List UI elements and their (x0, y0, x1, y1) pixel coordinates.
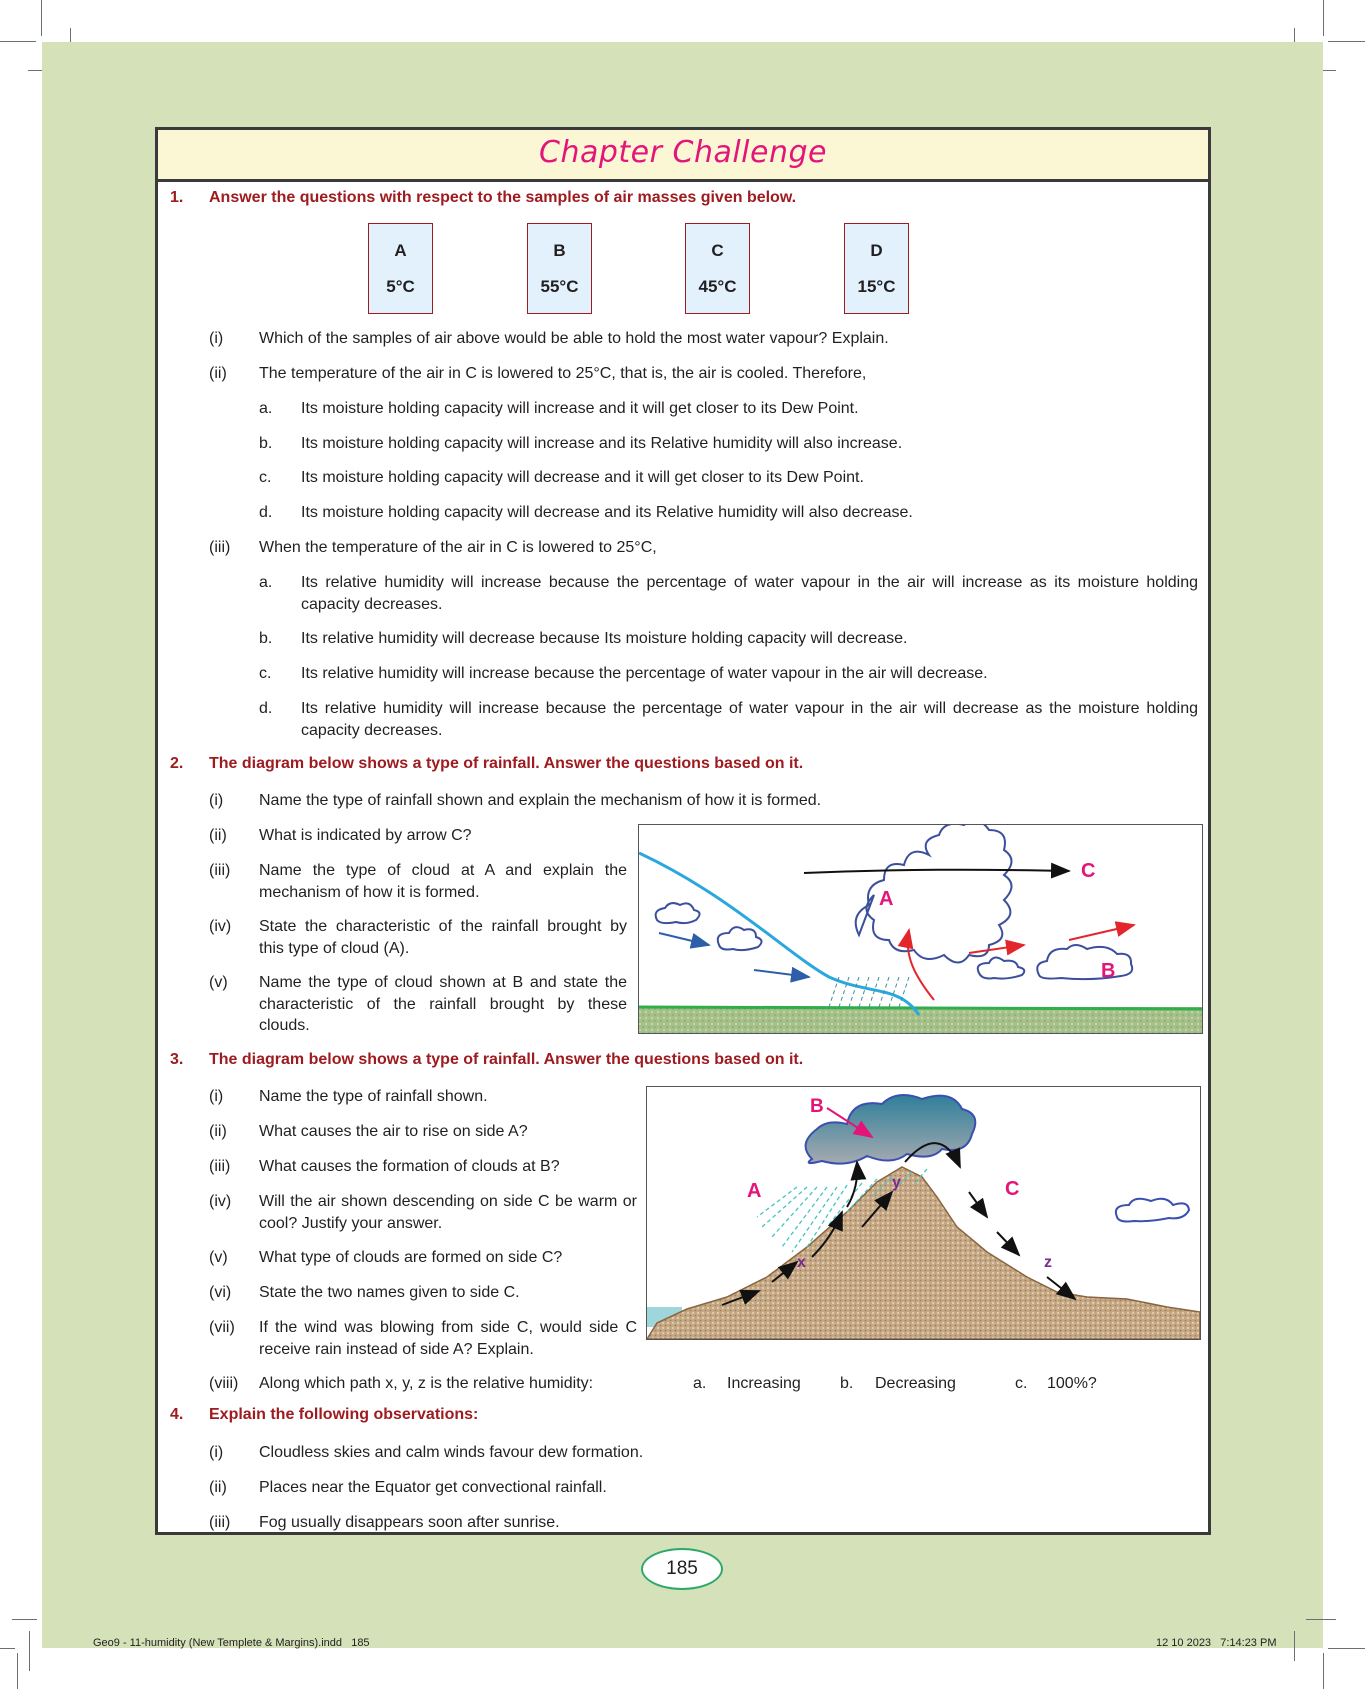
roman-numeral: (iv) (209, 1193, 232, 1210)
sub-question-text: Places near the Equator get convectional rainfall. (259, 1479, 607, 1496)
option-text: Its relative humidity will decrease because Its moisture holding capacity will decrease. (301, 630, 908, 647)
convectional-rainfall-diagram (638, 824, 1203, 1034)
option-letter: c. (259, 469, 272, 486)
sub-question-text: Name the type of cloud at A and explain the mechanism of how it is formed. (259, 862, 627, 901)
option-letter: d. (259, 700, 273, 717)
sub-question-text: Along which path x, y, z is the relative humidity: (259, 1375, 594, 1392)
roman-numeral: (iii) (209, 862, 231, 879)
crop-mark (41, 0, 42, 36)
orographic-rainfall-diagram (646, 1086, 1201, 1340)
title-bar (158, 130, 1208, 182)
sub-question-text: Cloudless skies and calm winds favour dew formation. (259, 1444, 644, 1461)
crop-mark (1294, 1631, 1295, 1661)
label-c: C (1081, 860, 1096, 882)
sample-label: C (711, 241, 724, 260)
sub-question-text: What is indicated by arrow C? (259, 827, 472, 844)
sub-question-text: State the two names given to side C. (259, 1284, 520, 1301)
rain-cloud (806, 1095, 976, 1164)
ground (639, 1007, 1202, 1033)
label-b: B (1101, 960, 1116, 982)
sub-question-text: What causes the formation of clouds at B? (259, 1158, 560, 1175)
sub-question-text: Will the air shown descending on side C be warm or cool? Justify your answer. (259, 1193, 637, 1232)
sample-temp: 5°C (386, 277, 415, 296)
sub-question-text: Fog usually disappears soon after sunrise. (259, 1514, 560, 1531)
option-letter: d. (259, 504, 273, 521)
crop-mark (0, 1648, 15, 1649)
option-text: 100%? (1047, 1375, 1097, 1392)
sample-temp: 45°C (698, 277, 737, 296)
roman-numeral: (ii) (209, 1479, 227, 1496)
sub-question-text: The temperature of the air in C is lowered to 25°C, that is, the air is cooled. Therefore, (259, 365, 867, 382)
sub-question-text: Which of the samples of air above would be able to hold the most water vapour? Explain. (259, 330, 889, 347)
roman-numeral: (iii) (209, 1514, 231, 1531)
question-heading-text: The diagram below shows a type of rainfall. Answer the questions based on it. (209, 1051, 804, 1068)
footer-file-info: Geo9 - 11-humidity (New Templete & Margins).indd 185 (93, 1637, 370, 1649)
option-letter: a. (693, 1375, 707, 1392)
option-letter: c. (259, 665, 272, 682)
roman-numeral: (iii) (209, 1158, 231, 1175)
option-text: Its relative humidity will increase because the percentage of water vapour in the air will decrease as the moisture holding capacity decreases. (301, 700, 1198, 739)
option-text: Its moisture holding capacity will decrease and it will get closer to its Dew Point. (301, 469, 864, 486)
sample-box-a (368, 223, 433, 314)
option-letter: b. (259, 435, 273, 452)
side-c-cloud (1116, 1199, 1189, 1222)
label-z: z (1044, 1254, 1052, 1271)
question-number: 1. (170, 189, 184, 206)
option-text: Its moisture holding capacity will decrease and its Relative humidity will also decrease. (301, 504, 913, 521)
sample-temp: 55°C (540, 277, 579, 296)
question-heading-text: Explain the following observations: (209, 1406, 479, 1423)
crop-mark (1323, 1653, 1324, 1689)
option-letter: b. (259, 630, 273, 647)
sample-label: A (394, 241, 407, 260)
label-b: B (810, 1096, 824, 1117)
roman-numeral: (ii) (209, 365, 227, 382)
roman-numeral: (v) (209, 974, 228, 991)
roman-numeral: (iii) (209, 539, 231, 556)
roman-numeral: (v) (209, 1249, 228, 1266)
crop-mark (12, 1619, 37, 1620)
roman-numeral: (vii) (209, 1319, 235, 1336)
mountain-illustration (647, 1087, 1200, 1339)
option-letter: a. (259, 574, 273, 591)
crop-mark (1323, 0, 1324, 36)
mountain (647, 1167, 1200, 1339)
question-heading-text: The diagram below shows a type of rainfall. Answer the questions based on it. (209, 755, 804, 772)
question-number: 2. (170, 755, 184, 772)
sub-question-text: If the wind was blowing from side C, would side C receive rain instead of side A? Explain. (259, 1319, 637, 1358)
option-text: Its relative humidity will increase because the percentage of water vapour in the air will increase as its moisture holding capacity decreases. (301, 574, 1198, 613)
rainfall-illustration (639, 825, 1202, 1033)
sample-box-c (685, 223, 750, 314)
chapter-challenge-box (155, 127, 1211, 1535)
label-y: y (892, 1174, 901, 1191)
sub-question-text: Name the type of rainfall shown and explain the mechanism of how it is formed. (259, 792, 822, 809)
option-text: Its relative humidity will increase because the percentage of water vapour in the air will decrease. (301, 665, 988, 682)
question-number: 4. (170, 1406, 184, 1423)
sub-question-text: What causes the air to rise on side A? (259, 1123, 528, 1140)
sub-question-text: When the temperature of the air in C is lowered to 25°C, (259, 539, 657, 556)
crop-mark (1328, 41, 1365, 42)
roman-numeral: (iv) (209, 918, 232, 935)
roman-numeral: (viii) (209, 1375, 239, 1392)
crop-mark (1328, 1648, 1365, 1649)
sample-label: B (553, 241, 566, 260)
option-letter: c. (1015, 1375, 1028, 1392)
crop-mark (1306, 1619, 1336, 1620)
sample-box-b (527, 223, 592, 314)
label-c: C (1005, 1178, 1020, 1200)
question-number: 3. (170, 1051, 184, 1068)
roman-numeral: (i) (209, 792, 224, 809)
crop-mark (0, 41, 36, 42)
option-text: Decreasing (875, 1375, 956, 1392)
option-text: Its moisture holding capacity will increase and its Relative humidity will also increase. (301, 435, 903, 452)
air-samples (158, 223, 1208, 315)
option-text: Its moisture holding capacity will increase and it will get closer to its Dew Point. (301, 400, 859, 417)
label-a: A (879, 888, 894, 910)
roman-numeral: (vi) (209, 1284, 232, 1301)
footer-timestamp: 12 10 2023 7:14:23 PM (1156, 1637, 1277, 1649)
sample-label: D (870, 241, 883, 260)
sub-question-text: Name the type of rainfall shown. (259, 1088, 488, 1105)
crop-mark (29, 1631, 30, 1671)
roman-numeral: (i) (209, 330, 224, 347)
roman-numeral: (ii) (209, 827, 227, 844)
option-text: Increasing (727, 1375, 801, 1392)
roman-numeral: (ii) (209, 1123, 227, 1140)
sub-question-text: Name the type of cloud shown at B and state the characteristic of the rainfall brought by these clouds. (259, 974, 627, 1034)
option-letter: a. (259, 400, 273, 417)
sample-box-d (844, 223, 909, 314)
sub-question-text: State the characteristic of the rainfall brought by this type of cloud (A). (259, 918, 627, 957)
sample-temp: 15°C (857, 277, 896, 296)
page-title: Chapter Challenge (539, 135, 827, 170)
label-x: x (797, 1254, 806, 1271)
page-number: 185 (641, 1548, 723, 1590)
stratus-cloud (1037, 945, 1132, 979)
sub-question-text: What type of clouds are formed on side C? (259, 1249, 563, 1266)
option-letter: b. (840, 1375, 854, 1392)
label-a: A (747, 1180, 762, 1202)
roman-numeral: (i) (209, 1444, 224, 1461)
roman-numeral: (i) (209, 1088, 224, 1105)
question-heading-text: Answer the questions with respect to the samples of air masses given below. (209, 189, 797, 206)
crop-mark (17, 1653, 18, 1689)
